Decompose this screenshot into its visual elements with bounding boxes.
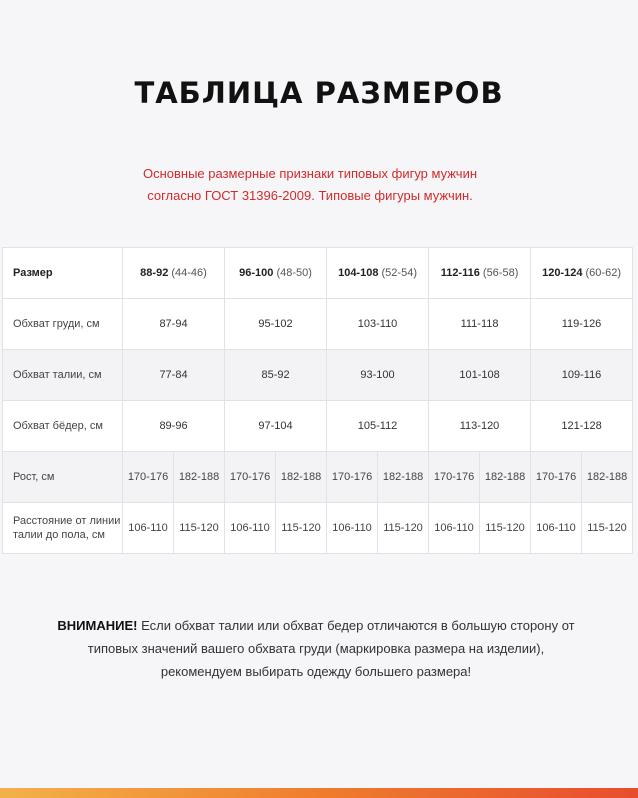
table-cell: 182-188	[174, 452, 225, 503]
warning-note	[0, 614, 632, 683]
table-cell: 182-188	[276, 452, 327, 503]
table-cell: 97-104	[225, 401, 327, 452]
warning-line-3: рекомендуем выбирать одежду большего размера!	[160, 664, 472, 679]
table-cell: 77-84	[123, 350, 225, 401]
table-cell: 87-94	[123, 299, 225, 350]
height-row	[3, 452, 633, 503]
table-cell: 111-118	[429, 299, 531, 350]
size-header: 120-124 (60-62)	[531, 248, 633, 299]
table-cell: 170-176	[531, 452, 582, 503]
size-header: 112-116 (56-58)	[429, 248, 531, 299]
table-row	[3, 350, 633, 401]
table-cell: 182-188	[480, 452, 531, 503]
warning-line-2: типовых значений вашего обхвата груди (маркировка размера на изделии),	[87, 641, 545, 656]
table-cell: 119-126	[531, 299, 633, 350]
table-cell: 101-108	[429, 350, 531, 401]
table-cell: 115-120	[582, 503, 633, 554]
table-cell: 109-116	[531, 350, 633, 401]
subtitle-line-1: Основные размерные признаки типовых фигур мужчин	[142, 166, 478, 181]
table-cell: 85-92	[225, 350, 327, 401]
row-label: Расстояние от линии талии до пола, см	[3, 503, 123, 554]
row-label: Рост, см	[3, 452, 123, 503]
table-cell: 95-102	[225, 299, 327, 350]
distance-row	[3, 503, 633, 554]
table-row	[3, 299, 633, 350]
table-cell: 182-188	[582, 452, 633, 503]
size-header: 104-108 (52-54)	[327, 248, 429, 299]
header-label: Размер	[3, 248, 123, 299]
table-cell: 106-110	[123, 503, 174, 554]
table-cell: 106-110	[327, 503, 378, 554]
table-cell: 115-120	[174, 503, 225, 554]
row-label: Обхват бёдер, см	[3, 401, 123, 452]
row-label: Обхват груди, см	[3, 299, 123, 350]
table-cell: 89-96	[123, 401, 225, 452]
table-cell: 106-110	[429, 503, 480, 554]
header-row	[3, 248, 633, 299]
table-cell: 106-110	[531, 503, 582, 554]
warning-prefix: ВНИМАНИЕ!	[57, 618, 138, 633]
table-cell: 113-120	[429, 401, 531, 452]
table-cell: 115-120	[480, 503, 531, 554]
table-cell: 121-128	[531, 401, 633, 452]
bottom-stripe	[0, 788, 638, 798]
table-cell: 170-176	[123, 452, 174, 503]
warning-line-1: Если обхват талии или обхват бедер отличаются в большую сторону от	[137, 618, 575, 633]
table-cell: 115-120	[276, 503, 327, 554]
table-cell: 105-112	[327, 401, 429, 452]
size-table	[2, 247, 633, 554]
size-header: 88-92 (44-46)	[123, 248, 225, 299]
table-cell: 170-176	[225, 452, 276, 503]
size-header: 96-100 (48-50)	[225, 248, 327, 299]
page-title: ТАБЛИЦА РАЗМЕРОВ	[134, 76, 504, 110]
table-cell: 182-188	[378, 452, 429, 503]
subtitle-line-2: согласно ГОСТ 31396-2009. Типовые фигуры мужчин.	[147, 188, 473, 203]
subtitle	[0, 163, 620, 207]
table-cell: 106-110	[225, 503, 276, 554]
table-cell: 93-100	[327, 350, 429, 401]
row-label: Обхват талии, см	[3, 350, 123, 401]
table-cell: 103-110	[327, 299, 429, 350]
table-cell: 170-176	[327, 452, 378, 503]
table-cell: 115-120	[378, 503, 429, 554]
table-cell: 170-176	[429, 452, 480, 503]
table-row	[3, 401, 633, 452]
